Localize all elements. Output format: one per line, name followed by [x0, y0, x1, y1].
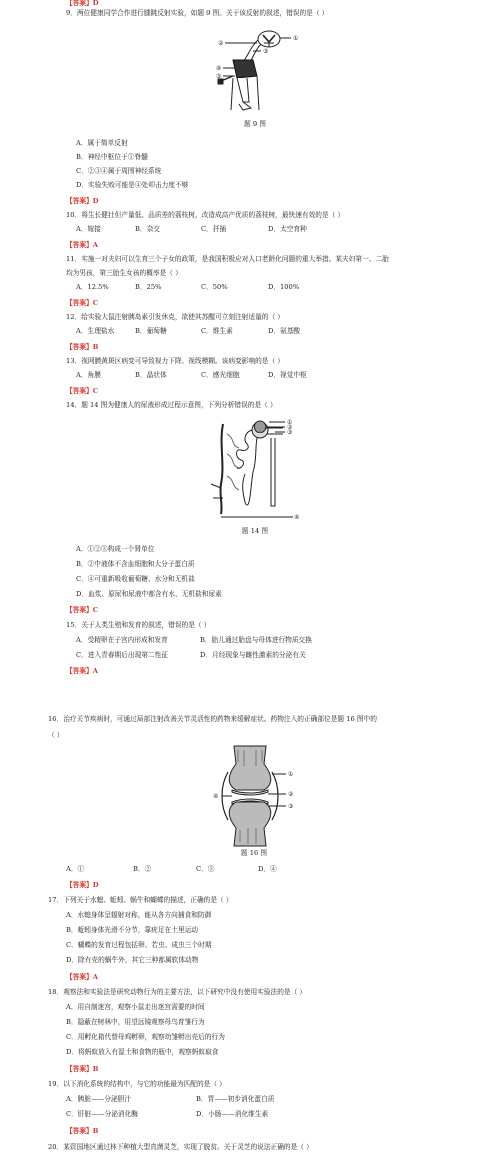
- previous-answer: 【答案】D: [66, 0, 99, 7]
- q14-answer: 【答案】C: [66, 606, 99, 614]
- q16-answer: 【答案】D: [66, 881, 99, 889]
- q17-option-c: C．蝴蝶的发育过程包括卵、若虫、成虫三个时期: [66, 941, 212, 949]
- q9-answer: 【答案】D: [66, 197, 99, 205]
- figure-14-nephron: [205, 414, 305, 524]
- q15-option-d: D．月经现象与雌性激素的分泌有关: [200, 651, 306, 659]
- q10-option-c: C．扦插: [201, 225, 227, 233]
- q17-answer: 【答案】A: [66, 973, 98, 981]
- question-11-stem: 11．实施一对夫妇可以生育三个子女的政策，是我国积极应对人口老龄化问题的重大举措。某夫妇第一、二胎: [66, 255, 389, 263]
- fig9-label-4: ④: [216, 65, 222, 72]
- fig9-label-3: ③: [263, 48, 269, 55]
- figure-16-joint: [212, 744, 298, 848]
- q12-answer: 【答案】B: [66, 343, 99, 351]
- q10-option-d: D．太空育种: [268, 225, 307, 233]
- q19-answer: 【答案】B: [66, 1127, 99, 1135]
- q10-option-b: B．杂交: [135, 225, 160, 233]
- figure-14-caption: 题 14 图: [241, 527, 269, 535]
- q13-option-a: A．角膜: [76, 371, 101, 379]
- q14-option-b: B．②中液体不含血细胞和大分子蛋白质: [76, 560, 195, 568]
- q12-option-c: C．维生素: [201, 327, 233, 335]
- question-11-stem-cont: 均为男孩，第三胎生女孩的概率是（ ）: [66, 269, 182, 277]
- q11-answer: 【答案】C: [66, 299, 99, 307]
- q13-answer: 【答案】C: [66, 387, 99, 395]
- q13-option-d: D．视觉中枢: [268, 371, 307, 379]
- q11-option-c: C．50%: [201, 283, 228, 291]
- fig9-label-5: ⑤: [216, 73, 222, 80]
- figure-9-caption: 题 9 图: [244, 120, 266, 128]
- fig16-label-2: ②: [288, 791, 294, 798]
- question-12-stem: 12．给实验大鼠注射胰岛素引发休克，欲使其苏醒可立刻注射适量的（ ）: [66, 313, 284, 321]
- question-10-stem: 10．将生长健壮但产量低、品质差的荔枝树，改造成高产优质的荔枝树，最快速有效的是（ ）: [66, 211, 345, 219]
- question-14-stem: 14．题 14 图为健康人的尿液形成过程示意图，下列分析错误的是（ ）: [66, 401, 277, 409]
- fig14-label-1: ①: [287, 419, 293, 426]
- question-18-stem: 18．观察法和实验法是研究动物行为的主要方法，以下研究中没有使用实验法的是（ ）: [48, 988, 307, 996]
- q17-option-d: D．除有壳的蜗牛外，其它三种都属软体动物: [66, 956, 199, 964]
- q18-answer: 【答案】B: [66, 1065, 99, 1073]
- figure-9-knee-reflex: [213, 26, 303, 116]
- question-9-stem: 9．两位健康同学合作进行膝跳反射实验，如题 9 图。关于该反射的叙述，错误的是（ ）: [66, 9, 329, 17]
- q12-option-a: A．生理盐水: [76, 327, 115, 335]
- fig16-label-3: ③: [288, 803, 294, 810]
- q10-answer: 【答案】A: [66, 241, 98, 249]
- q18-option-a: A．用自制迷宫，观察小鼠走出迷宫需要的时间: [66, 1003, 205, 1011]
- q14-option-a: A．①②③构成一个肾单位: [76, 545, 155, 553]
- q15-answer: 【答案】A: [66, 667, 98, 675]
- q19-option-c: C．肝脏——分泌消化酶: [66, 1110, 138, 1118]
- q11-option-a: A．12.5%: [76, 283, 109, 291]
- q13-option-c: C．感光细胞: [201, 371, 240, 379]
- question-19-stem: 19．以下消化系统的结构中，与它的功能最为匹配的是（ ）: [48, 1080, 226, 1088]
- q11-option-d: D．100%: [268, 283, 300, 291]
- q15-option-a: A．受精卵在子宫内形成和发育: [76, 636, 168, 644]
- question-13-stem: 13．视网膜黄斑区病变可导致视力下降、视线模糊。该病变影响的是（ ）: [66, 357, 284, 365]
- fig9-label-2: ②: [218, 40, 224, 47]
- q15-option-c: C．进入青春期后出现第二性征: [76, 651, 169, 659]
- q18-option-b: B．隐蔽在树林中，用望远镜观察母鸟育雏行为: [66, 1018, 205, 1026]
- question-16-stem-cont: （ ）: [48, 731, 64, 739]
- q13-option-b: B．晶状体: [135, 371, 167, 379]
- question-20-stem: 20．某资国地区通过林下种植大型真菌灵芝，实现了脱贫。关于灵芝的说法正确的是（ ）: [48, 1143, 313, 1151]
- q9-option-b: B．神经中枢位于①脊髓: [76, 153, 148, 161]
- fig14-label-4: ④: [294, 514, 300, 521]
- fig16-label-4: ④: [213, 793, 219, 800]
- q12-option-d: D．氨基酸: [268, 327, 301, 335]
- question-17-stem: 17．下列关于水螅、蚯蚓、蜗牛和蝴蝶的描述，正确的是（ ）: [48, 896, 233, 904]
- q19-option-d: D．小肠——消化维生素: [196, 1110, 269, 1118]
- q11-option-b: B．25%: [135, 283, 162, 291]
- q18-option-d: D．将蚂蚁放入有湿土和食物的瓶中，观察蚂蚁取食: [66, 1048, 219, 1056]
- q9-option-d: D．实验失败可能是④处叩击力度不够: [76, 181, 189, 189]
- q9-option-a: A．属于简单反射: [76, 139, 128, 147]
- q16-option-a: A．①: [66, 865, 85, 873]
- q16-option-b: B．②: [133, 865, 152, 873]
- fig14-label-3: ③: [287, 429, 293, 436]
- q19-option-a: A．胰脏——分泌胆汁: [66, 1095, 132, 1103]
- q15-option-b: B．胎儿通过胎盘与母体进行物质交换: [200, 636, 312, 644]
- q16-option-c: C．③: [196, 865, 215, 873]
- q9-option-c: C．②③④属于周围神经系统: [76, 167, 162, 175]
- q19-option-b: B．胃——初步消化蛋白质: [196, 1095, 275, 1103]
- q18-option-c: C．用孵化箱代替母鸡孵卵，观察幼雏孵出壳后的行为: [66, 1033, 225, 1041]
- fig14-label-2: ②: [287, 424, 293, 431]
- question-15-stem: 15．关于人类生殖和发育的叙述，错误的是（ ）: [66, 621, 211, 629]
- q17-option-a: A．水螅身体呈辐射对称，能从各方向捕食和防御: [66, 911, 212, 919]
- question-16-stem: 16．治疗关节疾病时，可通过局部注射改善关节灵活性的药物来缓解症状。药物注入的正确部位是题 16 图中的: [48, 715, 377, 723]
- q17-option-b: B．蚯蚓身体光滑不分节，靠疣足在土里运动: [66, 926, 198, 934]
- figure-16-caption: 题 16 图: [240, 849, 268, 857]
- q16-option-d: D．④: [258, 865, 277, 873]
- fig9-label-1: ①: [293, 35, 299, 42]
- q12-option-b: B．葡萄糖: [135, 327, 167, 335]
- q10-option-a: A．嫁接: [76, 225, 101, 233]
- q14-option-c: C．④可重新吸收葡萄糖、水分和无机盐: [76, 575, 195, 583]
- fig16-label-1: ①: [288, 771, 294, 778]
- q14-option-d: D．血浆、原尿和尿液中都含有水、无机盐和尿素: [76, 590, 222, 598]
